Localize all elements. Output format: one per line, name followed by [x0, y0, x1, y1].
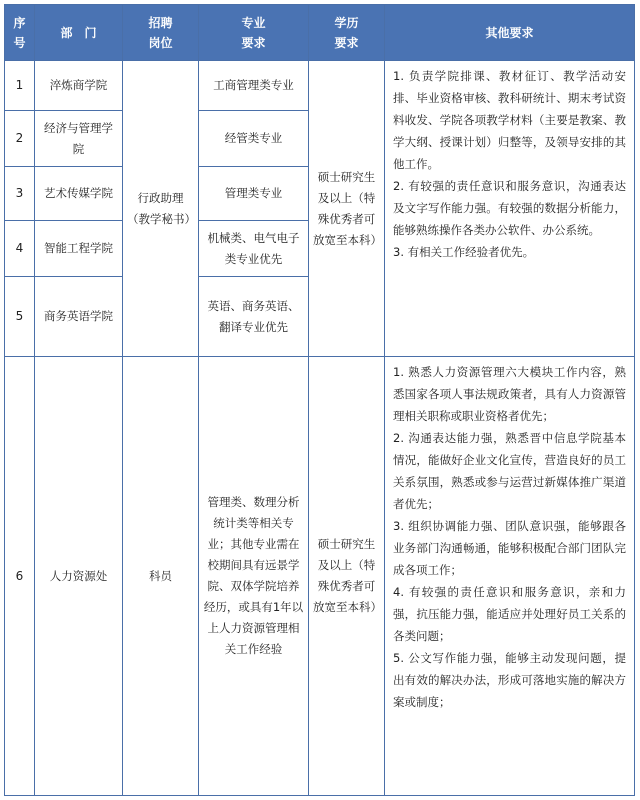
row-major: 英语、商务英语、翻译专业优先 — [199, 277, 309, 357]
recruitment-table — [4, 4, 635, 796]
row-dept: 智能工程学院 — [35, 221, 123, 277]
requirement-item: 1. 负责学院排课、教材征订、教学活动安排、毕业资格审核、教科研统计、期末考试资料收发、学院各项教学材料（主要是教案、教学大纲、授课计划）归整等，及领导安排的其他工作。 — [393, 69, 626, 171]
requirement-item: 2. 沟通表达能力强，熟悉晋中信息学院基本情况，能做好企业文化宣传，营造良好的员工关系氛围，熟悉或参与运营过新媒体推广渠道者优先； — [393, 431, 626, 511]
requirement-item: 5. 公文写作能力强，能够主动发现问题，提出有效的解决办法，形成可落地实施的解决方案或制度； — [393, 651, 626, 709]
row-seq: 5 — [5, 277, 35, 357]
table-row — [5, 357, 635, 796]
row-dept: 商务英语学院 — [35, 277, 123, 357]
header-education: 学历 要求 — [309, 5, 385, 61]
group2-position: 科员 — [123, 357, 199, 796]
row-seq: 2 — [5, 111, 35, 167]
group1-education: 硕士研究生及以上（特殊优秀者可放宽至本科） — [309, 61, 385, 357]
header-position: 招聘 岗位 — [123, 5, 199, 61]
group1-position: 行政助理（教学秘书） — [123, 61, 199, 357]
group2-other-requirements — [385, 357, 635, 796]
row-dept: 淬炼商学院 — [35, 61, 123, 111]
header-row — [5, 5, 635, 61]
header-other: 其他要求 — [385, 5, 635, 61]
table-row — [5, 61, 635, 111]
group1-other-requirements — [385, 61, 635, 357]
group2-education: 硕士研究生及以上（特殊优秀者可放宽至本科） — [309, 357, 385, 796]
header-major: 专业 要求 — [199, 5, 309, 61]
row-seq: 1 — [5, 61, 35, 111]
row-major: 经管类专业 — [199, 111, 309, 167]
row-major: 管理类专业 — [199, 167, 309, 221]
row-major: 机械类、电气电子类专业优先 — [199, 221, 309, 277]
requirement-item: 4. 有较强的责任意识和服务意识，亲和力强，抗压能力强，能适应并处理好员工关系的各类问题； — [393, 585, 626, 643]
row-dept: 艺术传媒学院 — [35, 167, 123, 221]
group2-major: 管理类、数理分析统计类等相关专业；其他专业需在校期间具有远景学院、双体学院培养经历，或具有1年以上人力资源管理相关工作经验 — [199, 357, 309, 796]
header-seq: 序 号 — [5, 5, 35, 61]
requirement-item: 1. 熟悉人力资源管理六大模块工作内容，熟悉国家各项人事法规政策者，具有人力资源管理相关职称或职业资格者优先； — [393, 365, 626, 423]
row-dept: 人力资源处 — [35, 357, 123, 796]
row-dept: 经济与管理学院 — [35, 111, 123, 167]
recruitment-table-wrapper — [4, 4, 634, 796]
requirement-item: 3. 有相关工作经验者优先。 — [393, 245, 535, 259]
header-dept: 部 门 — [35, 5, 123, 61]
row-major: 工商管理类专业 — [199, 61, 309, 111]
row-seq: 4 — [5, 221, 35, 277]
requirement-item: 2. 有较强的责任意识和服务意识，沟通表达及文字写作能力强。有较强的数据分析能力，能够熟练操作各类办公软件、办公系统。 — [393, 179, 626, 237]
row-seq: 3 — [5, 167, 35, 221]
requirement-item: 3. 组织协调能力强、团队意识强，能够跟各业务部门沟通畅通，能够积极配合部门团队完成各项工作； — [393, 519, 626, 577]
row-seq: 6 — [5, 357, 35, 796]
